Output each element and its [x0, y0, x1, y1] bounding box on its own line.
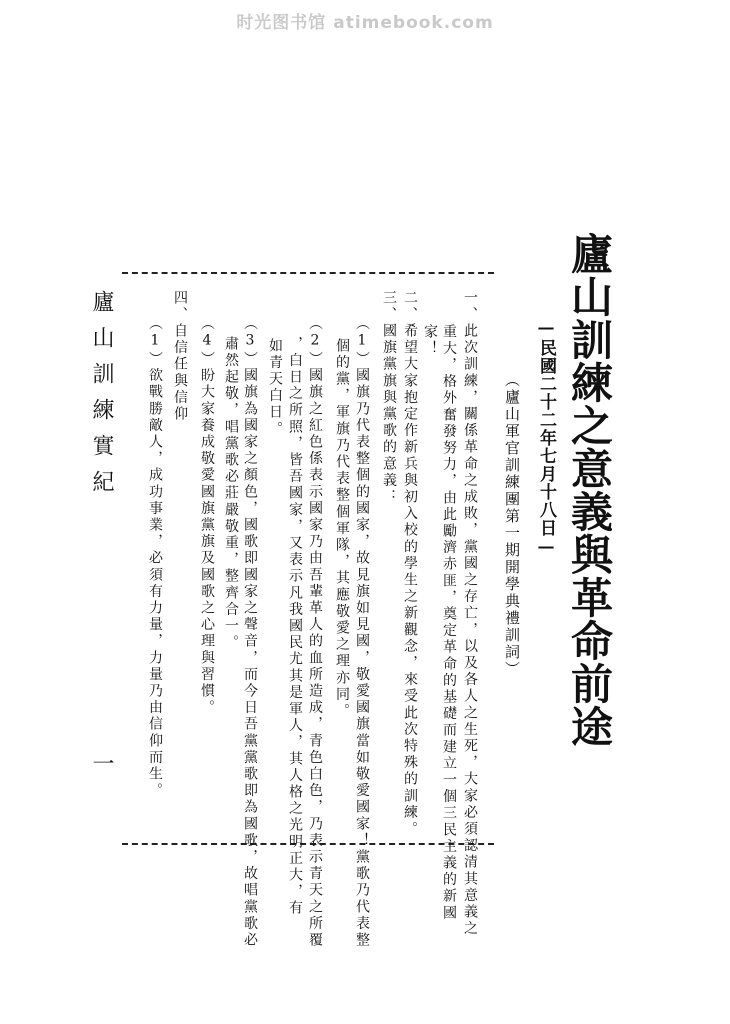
body-column: 家！ [422, 324, 438, 358]
body-column: （1）國旗乃代表整個的國家，故見旗如見國，敬愛國旗當如敬愛國家！黨歌乃代表整 [354, 316, 370, 949]
body-column: （2）國旗之紅色係表示國家乃由吾輩革人的血所造成，青色白色，乃表示青天之所覆 [307, 316, 323, 949]
body-column: 四、自信任與信仰 [172, 290, 188, 423]
body-column: 一、此次訓練，關係革命之成敗，黨國之存亡，以及各人之生死，大家必須認清其意義之 [462, 290, 478, 938]
watermark-text: 时光图书馆 atimebook.com [236, 13, 494, 33]
side-book-title: 廬山訓練實紀 [89, 290, 114, 506]
subtitle: （廬山軍官訓練團第一期開學典禮訓詞） [503, 372, 521, 678]
body-column: 肅然起敬，唱黨歌必莊嚴敬重，整齊合一。 [223, 336, 239, 652]
body-column: 二、希望大家抱定作新兵與初入校的學生之新觀念，來受此次特殊的訓練。 [402, 290, 418, 838]
body-column: （4）盼大家養成敬愛國旗黨旗及國歌之心理與習慣。 [199, 316, 215, 717]
body-column: （3）國旗為國家之顏色，國歌即國家之聲音，而今日吾黨黨歌即為國歌，故唱黨歌必 [242, 316, 258, 949]
top-dashed-rule [122, 272, 494, 274]
body-column: 重大，格外奮發努力，由此勵濟赤匪，奠定革命的基礎而建立一個三民主義的新國 [441, 324, 457, 922]
article-title: 廬山訓練之意義與革命前途 [565, 232, 614, 748]
date-line: —民國二十二年七月十八日— [536, 318, 556, 558]
page-number: 一 [89, 752, 114, 774]
body-column: 三、國旗黨旗與黨歌的意義： [381, 290, 397, 506]
body-column: 如青天白日。 [267, 338, 283, 438]
body-column: 個的黨，軍旗乃代表整個軍隊，其應敬愛之理亦同。 [334, 338, 350, 720]
body-column: （1）欲戰勝敵人，成功事業，必須有力量，力量乃由信仰而生。 [147, 316, 163, 800]
body-column: ，白日之所照，皆吾國家，又表示凡我國民尤其是軍人，其人格之光明正大，有 [287, 336, 303, 917]
